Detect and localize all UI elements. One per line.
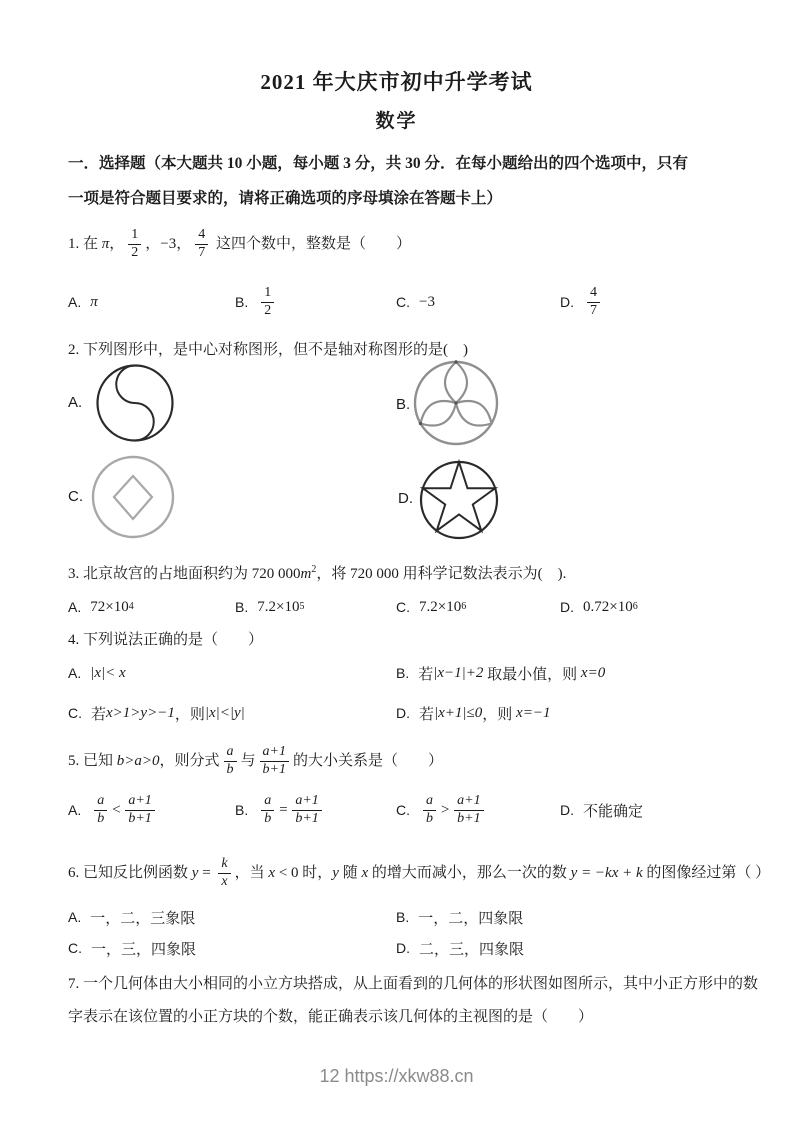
q6-option-d [396,936,524,960]
yinyang-figure [92,360,178,446]
option-label: B. [235,294,249,310]
q2-stem: 2. 下列图形中，是中心对称图形，但不是轴对称图形的是( ) [68,342,468,358]
q2-figure-a-label: A. [68,394,83,411]
option-content: 二，三，四象限 [419,941,525,958]
option-label: B. [396,909,410,925]
q1-stem: 1. 在 π ， $\frac{1}{2}$ ，−3， $\frac{4}{7}$ 这四个数中，整数是（ ） [68,227,412,260]
option-content: $\frac{a}{b}$ < $\frac{a+1}{b+1}$ [90,793,159,826]
q3-stem: 3. 北京故宫的占地面积约为 720 $000m^2$，将 720 000 用科学记数法表示为( ). [68,564,567,582]
option-content: $\frac{4}{7}$ [583,285,604,318]
q6-stem: 6. 已知反比例函数 y = $\frac{k}{x}$ ，当 x < 0 时， y 随 x 的增大而减小，那么一次的数 y = −kx + k 的图像经过第（ ） [68,856,771,889]
option-content: 7.2×10 5 [257,598,305,615]
yinyang-s-curve [116,366,154,441]
option-content: 7.2×10 6 [419,598,467,615]
option-label: B. [235,802,249,818]
trefoil-center-dot [454,401,457,404]
section-heading-line2: 一项是符合题目要求的，请将正确选项的序母填涂在答题卡上） [68,190,503,207]
option-label: C. [396,802,410,818]
q2-figure-b-label: B. [396,396,411,413]
option-label: D. [396,705,410,721]
option-content: 若 |x+1|≤0 ，则 x=−1 [419,704,551,723]
trefoil-petal-right [456,401,492,426]
q6-option-b [396,905,523,929]
q5-option-b [235,785,326,835]
q4-option-c [68,699,245,727]
option-label: C. [396,599,410,615]
trefoil-petal-top [445,362,467,403]
option-label: B. [235,599,249,615]
q2-figure-c-label: C. [68,488,83,505]
option-content: 一，二，四象限 [418,910,524,927]
q4-option-b [396,659,605,687]
option-label: C. [396,294,410,310]
q6-option-c [68,936,196,960]
option-label: D. [560,599,574,615]
option-content: 一，二，三象限 [90,910,196,927]
option-content: $\frac{1}{2}$ [257,285,278,318]
option-content: 一，三，四象限 [91,941,197,958]
q5-stem: 5. 已知 b>a>0 ，则分式 $\frac{a}{b}$ 与 $\frac{a+1}{b+1}$ 的大小关系是（ ） [68,744,444,777]
option-label: A. [68,599,82,615]
option-content: 若 |x−1|+2 取最小值，则 x=0 [418,664,606,683]
coin-diamond [114,476,152,519]
option-content: |x|< x [90,664,126,681]
option-label: A. [68,665,82,681]
q4-stem: 4. 下列说法正确的是（ ） [68,632,264,648]
q1-option-d [560,278,604,326]
option-content: $\frac{a}{b}$ > $\frac{a+1}{b+1}$ [419,793,488,826]
option-label: C. [68,705,82,721]
star-circle-outline [421,462,497,538]
q1-option-c [396,278,435,326]
page-footer-watermark: 12 https://xkw88.cn [319,1066,474,1086]
trefoil-figure [410,357,502,449]
q7-stem-line2: 字表示在该位置的小正方块的个数，能正确表示该几何体的主视图的是（ ） [68,1009,594,1025]
q3-option-b [235,595,304,619]
star-figure [417,458,501,542]
option-content: 若 x>1>y>−1 ，则 |x|<|y| [91,704,245,723]
option-label: A. [68,294,82,310]
q3-option-d [560,595,638,619]
option-label: C. [68,940,82,956]
coin-diamond-figure [88,452,178,542]
option-content: −3 [419,293,435,310]
page-title: 2021 年大庆市初中升学考试 [260,70,533,94]
option-label: D. [560,802,574,818]
option-label: A. [68,909,82,925]
option-content: $\frac{a}{b}$ = $\frac{a+1}{b+1}$ [257,793,326,826]
option-label: B. [396,665,410,681]
q6-option-a [68,905,195,929]
option-label: D. [396,940,410,956]
q7-stem-line1: 7. 一个几何体由大小相同的小立方块搭成，从上面看到的几何体的形状图如图所示，其中小正方形中的数 [68,976,759,992]
q1-option-b [235,278,278,326]
option-content: 不能确定 [583,803,644,820]
trefoil-top-dot [454,360,457,363]
q5-option-d [560,785,643,835]
option-content: 0.72×10 6 [583,598,638,615]
option-label: A. [68,802,82,818]
coin-circle-outline [93,457,173,537]
page-subtitle: 数学 [375,111,418,132]
q3-option-c [396,595,466,619]
trefoil-left-dot [419,422,422,425]
q3-option-a [68,595,134,619]
q2-figure-d-label: D. [398,490,413,507]
q5-option-c [396,785,488,835]
trefoil-petal-left [421,401,457,426]
option-label: D. [560,294,574,310]
section-heading-line1: 一．选择题（本大题共 10 小题，每小题 3 分，共 30 分．在每小题给出的四个选项中，只有 [68,155,689,172]
q4-option-a [68,659,126,687]
option-content: π [90,293,98,310]
option-content: 72×10 4 [90,598,134,615]
q5-option-a [68,785,159,835]
q1-option-a [68,278,98,326]
q4-option-d [396,699,550,727]
